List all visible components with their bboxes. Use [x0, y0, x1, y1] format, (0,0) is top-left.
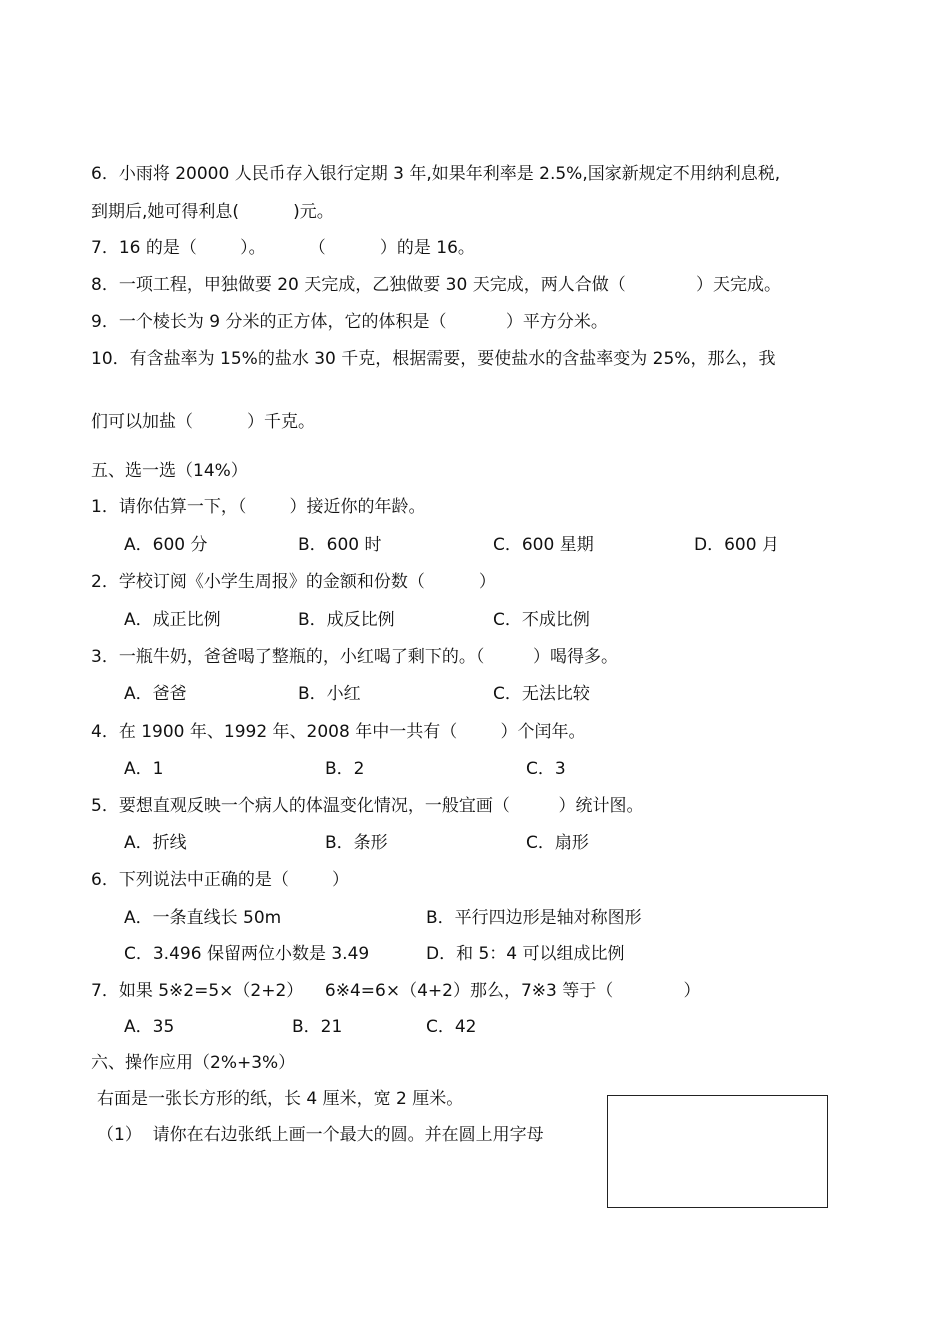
choice-5-option-b: B．条形 — [325, 833, 388, 853]
question-6-line-1: 6．小雨将 20000 人民币存入银行定期 3 年,如果年利率是 2.5%,国家新规定不用纳利息税, — [91, 164, 781, 184]
section-6-intro: 右面是一张长方形的纸，长 4 厘米，宽 2 厘米。 — [97, 1089, 464, 1109]
choice-7-stem: 7．如果 5※2=5×（2+2） 6※4=6×（4+2）那么，7※3 等于（ ） — [91, 981, 701, 1001]
choice-5-option-c: C．扇形 — [526, 833, 589, 853]
choice-1-option-a: A．600 分 — [124, 535, 208, 555]
choice-7-option-b: B．21 — [292, 1017, 343, 1037]
choice-4-stem: 4．在 1900 年、1992 年、2008 年中一共有（ ）个闰年。 — [91, 722, 586, 742]
choice-2-option-b: B．成反比例 — [298, 610, 395, 630]
choice-1-option-c: C．600 星期 — [493, 535, 594, 555]
choice-1-stem: 1．请你估算一下，（ ）接近你的年龄。 — [91, 497, 426, 517]
section-6-part-1: （1） 请你在右边张纸上画一个最大的圆。并在圆上用字母 — [97, 1125, 544, 1145]
choice-4-option-a: A．1 — [124, 759, 164, 779]
section-6-title: 六、操作应用（2%+3%） — [91, 1053, 296, 1073]
choice-2-stem: 2．学校订阅《小学生周报》的金额和份数（ ） — [91, 572, 496, 592]
choice-5-option-a: A．折线 — [124, 833, 187, 853]
rectangle-paper-drawing-area — [607, 1095, 828, 1208]
choice-6-option-d: D．和 5：4 可以组成比例 — [426, 944, 625, 964]
choice-3-option-a: A．爸爸 — [124, 684, 187, 704]
question-6-line-2: 到期后,她可得利息( )元。 — [91, 202, 334, 222]
choice-4-option-b: B．2 — [325, 759, 365, 779]
choice-7-option-c: C．42 — [426, 1017, 477, 1037]
choice-4-option-c: C．3 — [526, 759, 566, 779]
choice-6-option-b: B．平行四边形是轴对称图形 — [426, 908, 642, 928]
choice-2-option-c: C．不成比例 — [493, 610, 590, 630]
choice-5-stem: 5．要想直观反映一个病人的体温变化情况，一般宜画（ ）统计图。 — [91, 796, 644, 816]
choice-7-option-a: A．35 — [124, 1017, 175, 1037]
choice-3-option-c: C．无法比较 — [493, 684, 590, 704]
question-10-line-2: 们可以加盐（ ）千克。 — [91, 412, 316, 432]
choice-1-option-b: B．600 时 — [298, 535, 382, 555]
choice-2-option-a: A．成正比例 — [124, 610, 221, 630]
choice-6-stem: 6．下列说法中正确的是（ ） — [91, 870, 350, 890]
question-7: 7．16 的是（ ）。 （ ）的是 16。 — [91, 238, 475, 258]
section-5-title: 五、选一选（14%） — [91, 461, 248, 481]
question-10-line-1: 10．有含盐率为 15%的盐水 30 千克，根据需要，要使盐水的含盐率变为 25%，那么，我 — [91, 349, 776, 369]
choice-6-option-a: A．一条直线长 50m — [124, 908, 282, 928]
choice-6-option-c: C．3.496 保留两位小数是 3.49 — [124, 944, 370, 964]
choice-3-stem: 3．一瓶牛奶，爸爸喝了整瓶的，小红喝了剩下的。（ ）喝得多。 — [91, 647, 618, 667]
choice-1-option-d: D．600 月 — [694, 535, 779, 555]
choice-3-option-b: B．小红 — [298, 684, 361, 704]
question-9: 9．一个棱长为 9 分米的正方体，它的体积是（ ）平方分米。 — [91, 312, 608, 332]
question-8: 8．一项工程，甲独做要 20 天完成，乙独做要 30 天完成，两人合做（ ）天完成。 — [91, 275, 781, 295]
